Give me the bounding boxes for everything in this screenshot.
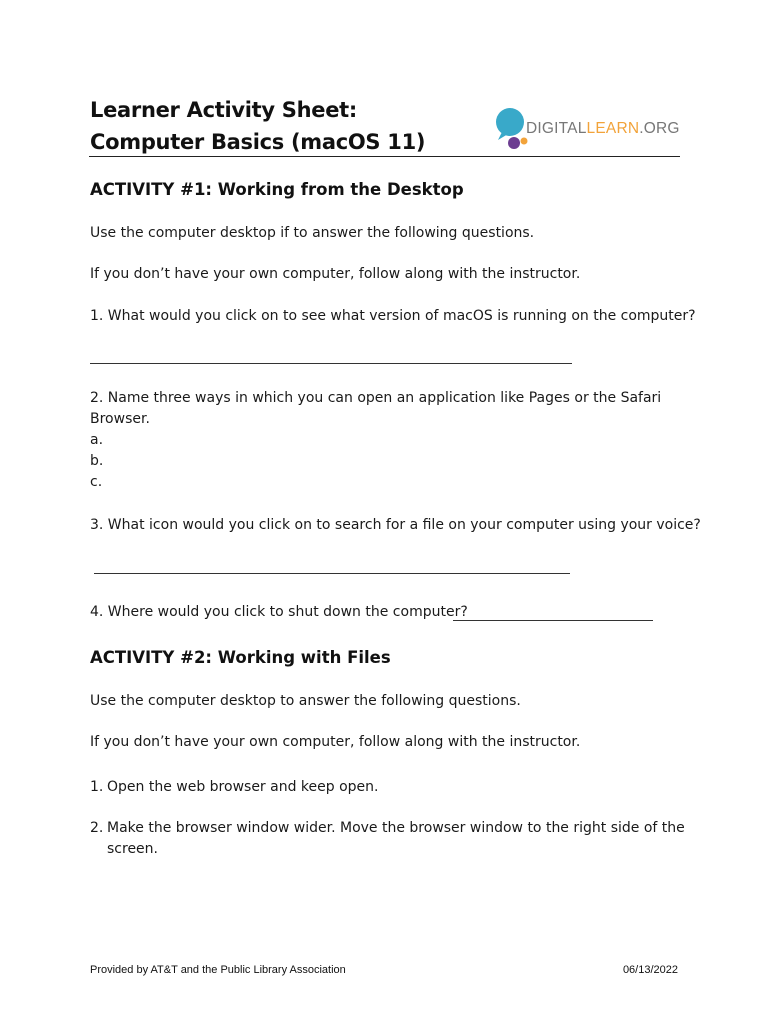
- list-item-number: 2.: [90, 820, 104, 836]
- activity1-intro: Use the computer desktop if to answer the following questions.: [90, 225, 535, 241]
- logo-word-digital: DIGITAL: [526, 120, 587, 137]
- question-2-line2: Browser.: [90, 411, 150, 427]
- header-rule: [89, 156, 680, 157]
- activity1-note: If you don’t have your own computer, follow along with the instructor.: [90, 266, 581, 282]
- question-2-option-a: a.: [90, 432, 104, 448]
- footer-date: 06/13/2022: [622, 964, 678, 976]
- logo-word-learn: LEARN: [586, 120, 640, 137]
- list-item-number: 1.: [90, 779, 104, 795]
- list-item: [90, 818, 685, 860]
- question-2-line1: 2. Name three ways in which you can open an application like Pages or the Safari: [90, 390, 662, 406]
- list-item-text: Open the web browser and keep open.: [107, 779, 379, 795]
- activity2-heading: ACTIVITY #2: Working with Files: [90, 648, 391, 667]
- activity1-heading: ACTIVITY #1: Working from the Desktop: [90, 180, 464, 199]
- question-2-option-c: c.: [90, 474, 103, 490]
- page-title-line2: Computer Basics (macOS 11): [90, 130, 426, 154]
- page-title-line1: Learner Activity Sheet:: [90, 98, 357, 122]
- footer-credit: Provided by AT&T and the Public Library Association: [90, 964, 346, 976]
- answer-line-1[interactable]: [90, 363, 572, 364]
- answer-line-4[interactable]: [453, 620, 653, 621]
- answer-line-3[interactable]: [94, 573, 570, 574]
- activity2-note: If you don’t have your own computer, follow along with the instructor.: [90, 734, 581, 750]
- list-item-text-continued: screen.: [107, 841, 158, 857]
- list-item: [90, 777, 680, 798]
- logo-word-org: .ORG: [639, 120, 680, 137]
- activity2-intro: Use the computer desktop to answer the following questions.: [90, 693, 521, 709]
- question-2-option-b: b.: [90, 453, 104, 469]
- question-4: 4. Where would you click to shut down the computer?: [90, 604, 468, 620]
- digitallearn-logo: [494, 106, 684, 152]
- list-item-text: Make the browser window wider. Move the browser window to the right side of the: [107, 820, 685, 836]
- question-3: 3. What icon would you click on to search for a file on your computer using your voice?: [90, 517, 701, 533]
- question-1: 1. What would you click on to see what version of macOS is running on the computer?: [90, 308, 696, 324]
- logo-wordmark: [526, 120, 680, 138]
- logo-bubble-icon: [494, 106, 530, 152]
